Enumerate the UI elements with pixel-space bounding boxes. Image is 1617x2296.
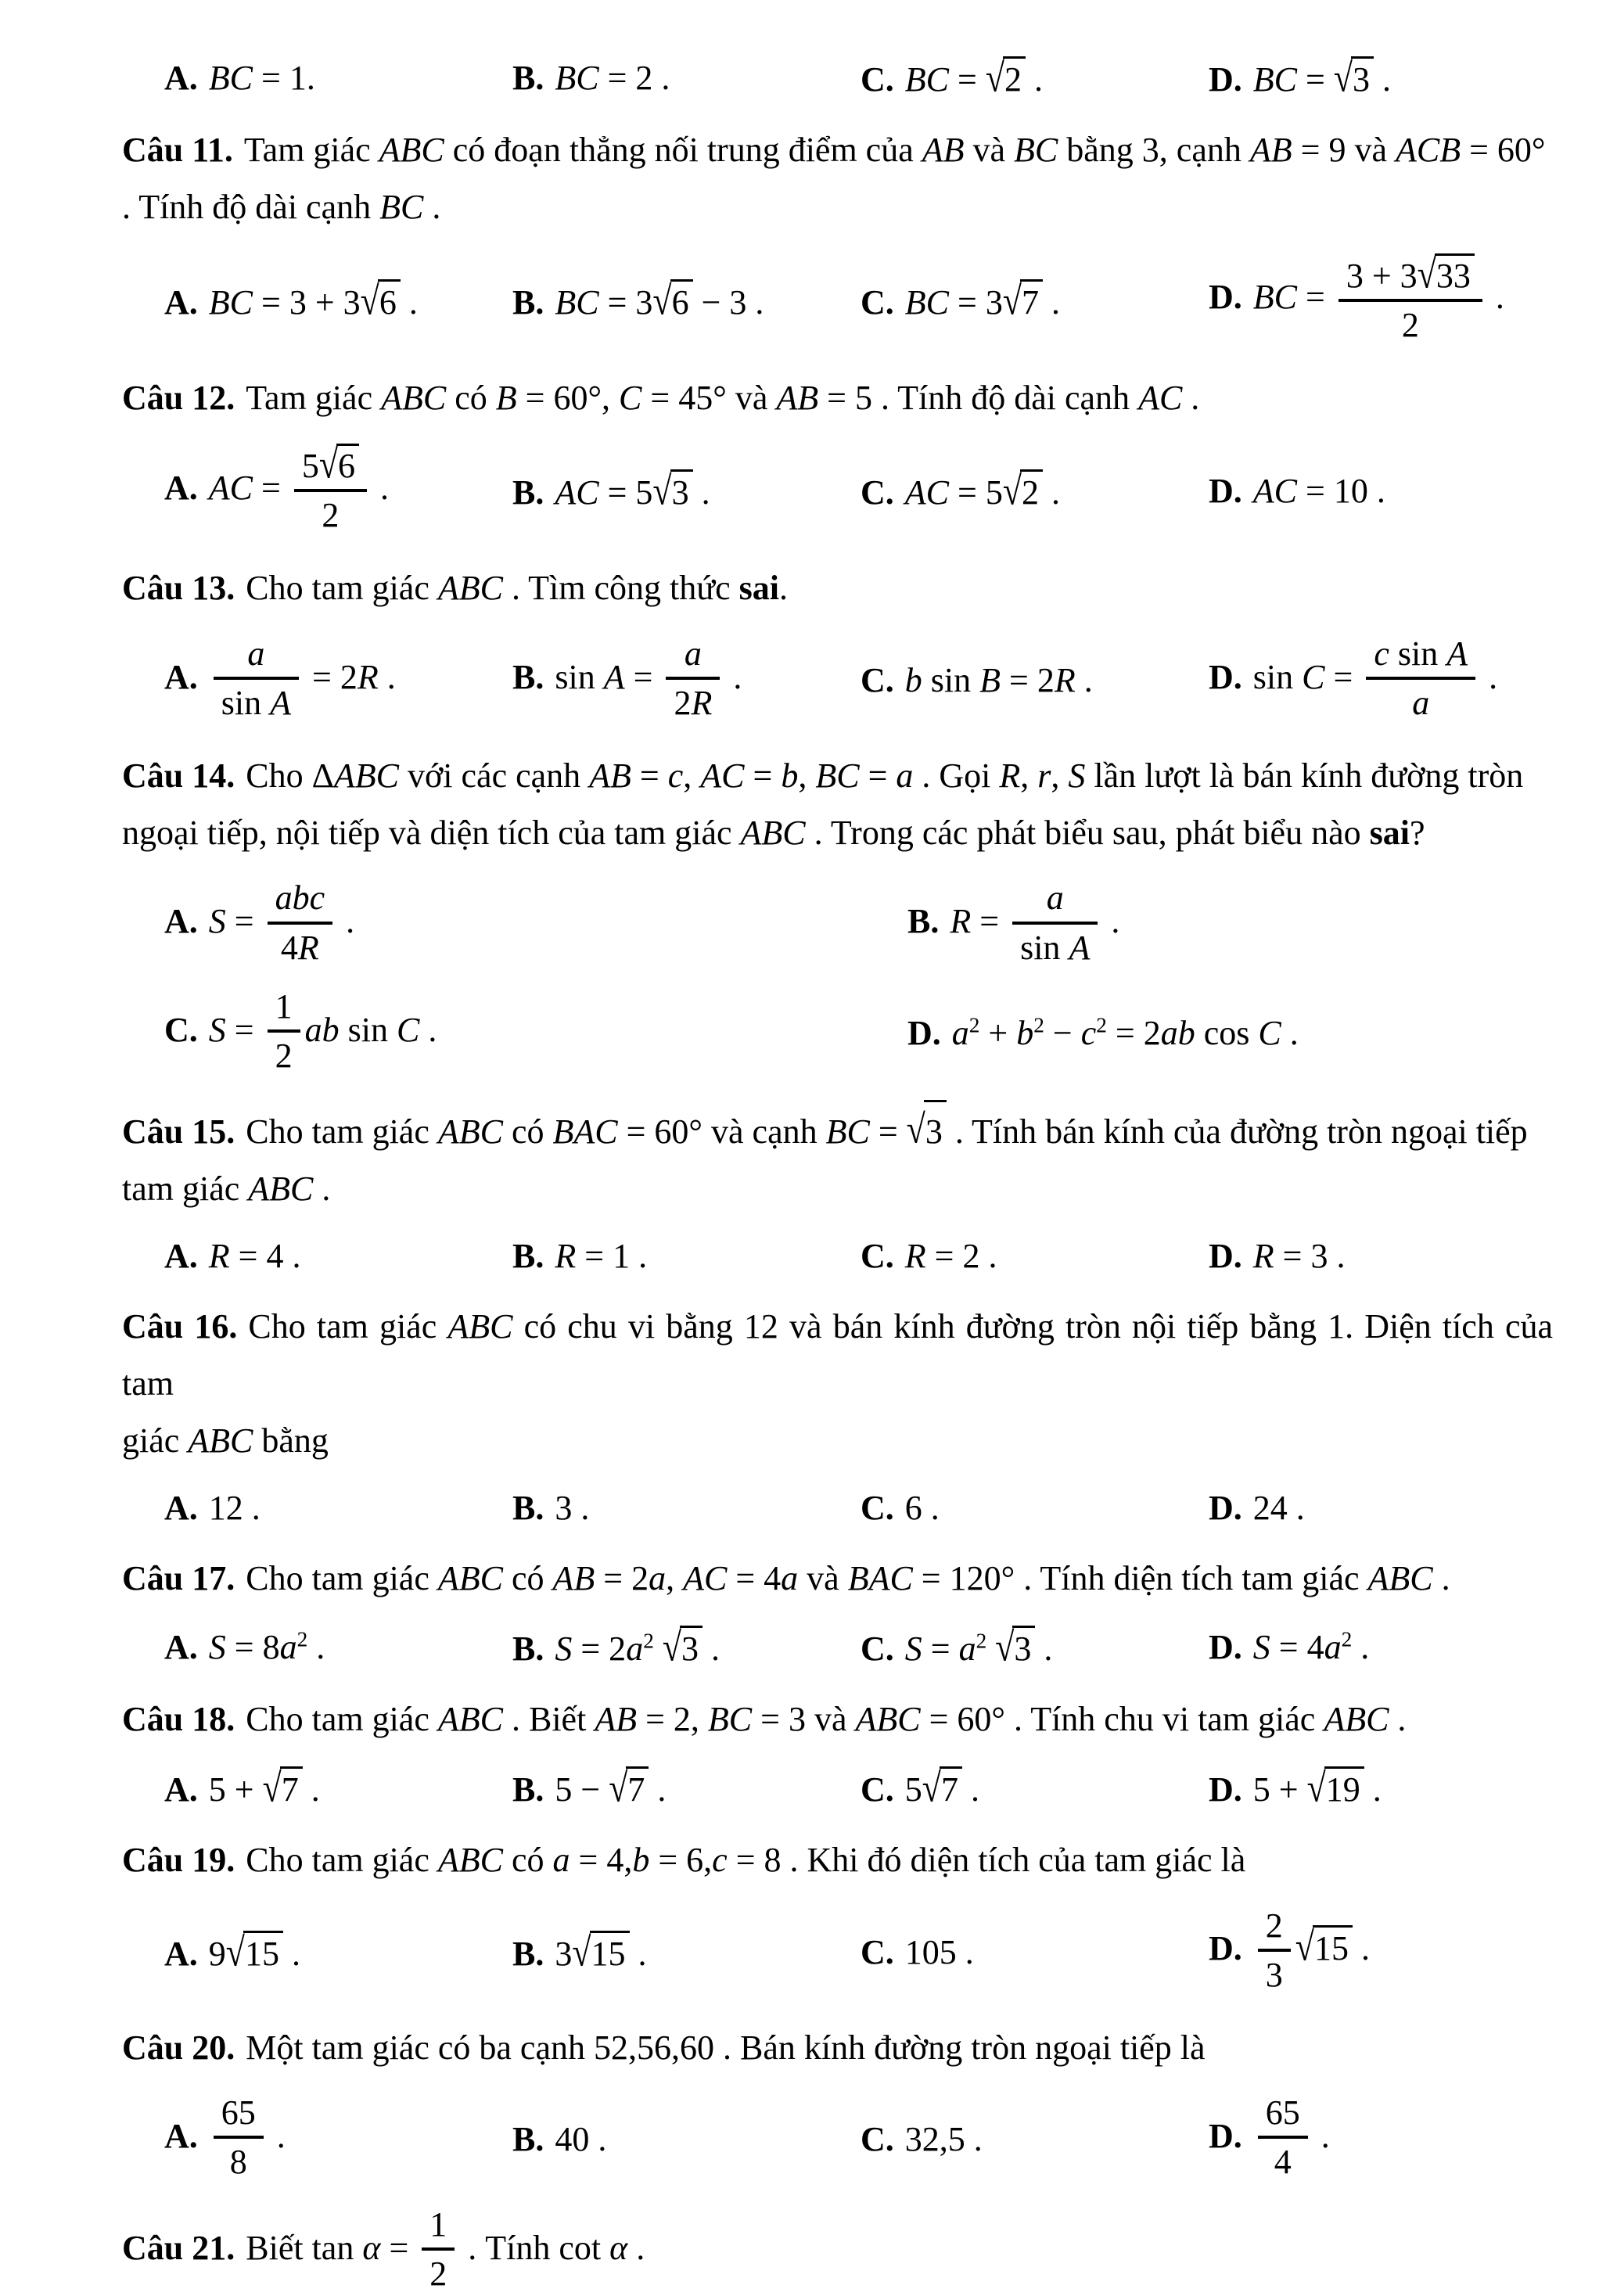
option-value: BC = 1. [208,59,315,97]
question-12 [122,369,1553,426]
option-q16-c [861,1488,1209,1528]
option-value: AC = 5√3 . [555,468,710,514]
question-number: Câu 11. [122,131,233,169]
option-q12-a [164,441,512,538]
option-q15-c [861,1236,1209,1276]
options-q16 [164,1488,1553,1528]
option-q15-b [512,1236,861,1276]
option-q20-d [1209,2095,1336,2185]
option-value: $\frac{2}{3}$ √15 . [1253,1929,1370,1967]
option-value: BC = $\frac{3 + 3√33}{2}$ . [1252,251,1504,344]
question-number: Câu 18. [122,1700,235,1739]
option-label: C. [861,1629,894,1669]
option-value: 32,5 . [904,2120,983,2159]
option-label: A. [164,282,198,322]
option-value: AC = 10 . [1252,472,1385,511]
option-label: D. [1209,1489,1242,1527]
options-q14-row2 [164,988,1553,1078]
question-number: Câu 13. [122,569,235,608]
option-label: C. [861,1932,894,1971]
option-q19-a [164,1931,512,1974]
option-q20-a [164,2095,512,2185]
option-q13-c [861,660,1209,700]
option-label: C. [861,1489,894,1527]
option-value: $S = 2a^2$ √3 . [555,1624,720,1670]
options-q12 [164,441,1553,538]
question-body: Tam giác ABC có B = 60°, C = 45° và AB = 5 . Tính độ dài cạnh AC . [246,378,1200,417]
question-body: Cho tam giác ABC có AB = 2a, AC = 4a và BAC = 120° . Tính diện tích tam giác ABC . [246,1559,1450,1597]
option-q19-b [512,1931,861,1974]
option-value: BC = √2 . [904,55,1043,101]
option-label: A. [164,468,198,507]
option-value: $\frac{a}{\text{sin A}}$ = 2R . [209,658,396,696]
option-label: C. [861,1236,894,1275]
option-q10-c [861,56,1209,99]
question-16 [122,1298,1553,1469]
option-q10-b [512,58,861,98]
option-value: 5 + √7 . [208,1765,320,1811]
option-label: A. [164,1236,198,1275]
option-label: C. [861,60,894,99]
option-q14-a [164,880,907,970]
option-label: B. [907,902,940,941]
option-label: C. [164,1010,198,1049]
option-value: $\frac{65}{8}$ . [209,2117,286,2155]
option-value: b sin B = 2R . [904,660,1093,699]
option-label: B. [512,1236,544,1275]
option-q11-a [164,279,512,322]
option-q19-c [861,1932,1209,1972]
option-value: R = 4 . [208,1236,301,1275]
option-value: S = $\frac{\text{abc}}{4R}$ . [208,879,355,967]
option-label: B. [512,657,544,696]
question-17 [122,1550,1553,1607]
option-q12-d [1209,471,1392,511]
question-body: Cho tam giác ABC có BAC = 60° và cạnh BC = √3 . Tính bán kính của đường tròn ngoại tiếp tam giác ABC . [122,1112,1528,1208]
option-q15-d [1209,1236,1352,1276]
option-value: R = 1 . [555,1236,648,1275]
options-q10 [164,56,1553,99]
question-20 [122,2019,1553,2076]
question-body: Cho tam giác ABC . Biết AB = 2, BC = 3 và ABC = 60° . Tính chu vi tam giác ABC . [246,1700,1407,1739]
option-q12-c [861,469,1209,512]
option-label: D. [1209,2117,1242,2156]
question-14 [122,747,1553,861]
option-label: A. [164,2117,198,2156]
question-number: Câu 12. [122,378,235,417]
question-body: Cho ΔABC với các cạnh AB = c, AC = b, BC = a . Gọi R, r, S lần lượt là bán kính đường tròn ngoại tiếp, nội tiếp và diện tích của tam giác ABC . Trong các phát biểu sau, phát biểu nào sai? [122,756,1524,852]
question-body: Cho tam giác ABC . Tìm công thức sai. [246,569,788,608]
option-value: $\frac{65}{4}$ . [1253,2117,1330,2155]
option-label: D. [1209,657,1242,696]
option-q17-a [164,1627,512,1667]
question-18 [122,1691,1553,1748]
option-value: AC = $\frac{5√6}{2}$ . [208,441,389,535]
option-label: A. [164,59,198,97]
option-label: D. [1209,60,1242,99]
question-21 [122,2206,1553,2296]
option-label: B. [512,1489,544,1527]
option-q10-a [164,58,512,98]
question-number: Câu 19. [122,1841,235,1880]
option-label: A. [164,1770,198,1809]
option-label: C. [861,282,894,322]
option-value: R = 3 . [1252,1236,1346,1275]
option-value: R = $\frac{a}{\text{sin A}}$ . [950,879,1120,967]
option-value: BC = 3√6 − 3 . [555,278,764,324]
question-19 [122,1831,1553,1888]
option-value: 5√7 . [904,1765,979,1811]
option-label: B. [512,473,544,512]
option-q13-d [1209,635,1504,725]
option-label: D. [1209,1770,1242,1809]
option-q17-c [861,1626,1209,1669]
option-q20-b [512,2119,861,2159]
option-value: R = 2 . [904,1236,997,1275]
question-number: Câu 17. [122,1559,235,1597]
question-body: Biết tan α = $\frac{1}{2}$ . Tính cot α . [246,2204,645,2293]
question-body: Cho tam giác ABC có a = 4,b = 6,c = 8 . Khi đó diện tích của tam giác là [246,1841,1246,1880]
option-q14-b [907,880,1126,970]
option-label: A. [164,1628,198,1667]
option-label: B. [512,1770,544,1809]
option-value: 3 . [555,1489,590,1527]
option-label: B. [512,1629,544,1669]
option-label: A. [164,657,198,696]
option-label: D. [1209,1236,1242,1275]
option-value: 105 . [904,1932,974,1971]
option-q11-b [512,279,861,322]
option-value: 24 . [1252,1489,1305,1527]
option-value: $S = a^2$ √3 . [904,1624,1053,1670]
question-number: Câu 21. [122,2228,235,2267]
option-q17-d [1209,1627,1375,1667]
option-value: BC = 3√7 . [904,278,1060,324]
option-q11-d [1209,251,1511,347]
option-q16-a [164,1488,512,1528]
option-value: S = $\frac{1}{2}$ ab sin C . [208,986,437,1076]
option-q10-d [1209,56,1397,99]
option-label: B. [512,2120,544,2159]
question-body: Cho tam giác ABC có chu vi bằng 12 và bán kính đường tròn nội tiếp bằng 1. Diện tích của tam giác ABC bằng [122,1306,1554,1460]
question-15 [122,1100,1553,1217]
option-value: BC = 2 . [555,59,670,97]
question-number: Câu 20. [122,2028,235,2067]
option-label: A. [164,902,198,941]
option-label: D. [1209,278,1242,317]
option-q11-c [861,279,1209,322]
option-label: C. [861,660,894,699]
options-q15 [164,1236,1553,1276]
options-q11 [164,251,1553,347]
option-q16-b [512,1488,861,1528]
option-value: sin C = $\frac{\text{c sin A}}{a}$ . [1252,634,1498,722]
option-value: $S = 4a^2$ . [1252,1627,1370,1667]
option-q14-c [164,988,907,1078]
options-q19 [164,1907,1553,1997]
option-value: BC = 3 + 3√6 . [208,278,418,324]
option-value: BC = √3 . [1252,55,1391,101]
option-value: $a^2 + b^2 - c^2 = 2ab$ cos C . [951,1013,1299,1053]
option-value: $S = 8a^2$ . [208,1627,325,1667]
options-q18 [164,1766,1553,1809]
option-value: sin A = $\frac{a}{2R}$ . [555,634,742,722]
option-q18-d [1209,1766,1388,1809]
options-q17 [164,1626,1553,1669]
options-q14-row1 [164,880,1553,970]
option-label: B. [512,59,544,97]
question-number: Câu 15. [122,1112,235,1151]
option-q19-d [1209,1907,1376,1997]
option-value: 12 . [208,1489,261,1527]
question-body: Tam giác ABC có đoạn thẳng nối trung điểm của AB và BC bằng 3, cạnh AB = 9 và ACB = 60° . Tính độ dài cạnh BC . [122,131,1546,227]
option-q20-c [861,2119,1209,2159]
option-label: A. [164,1934,198,1973]
option-value: 5 + √19 . [1252,1765,1382,1811]
options-q13 [164,635,1553,725]
option-value: 3√15 . [555,1929,647,1975]
question-number: Câu 14. [122,756,235,795]
question-13 [122,559,1553,616]
option-q15-a [164,1236,512,1276]
option-q16-d [1209,1488,1311,1528]
option-value: 6 . [904,1489,940,1527]
option-value: AC = 5√2 . [904,468,1060,514]
option-q17-b [512,1626,861,1669]
option-label: D. [1209,472,1242,511]
option-label: B. [512,1934,544,1973]
option-q18-a [164,1766,512,1809]
option-q18-b [512,1766,861,1809]
option-label: D. [907,1014,941,1053]
question-number: Câu 16. [122,1306,238,1346]
option-value: 9√15 . [208,1929,300,1975]
option-label: C. [861,2120,894,2159]
question-body: Một tam giác có ba cạnh 52,56,60 . Bán kính đường tròn ngoại tiếp là [246,2028,1206,2067]
option-q13-a [164,635,512,725]
options-q20 [164,2095,1553,2185]
option-value: 5 − √7 . [555,1765,667,1811]
option-value: 40 . [555,2120,607,2159]
option-q13-b [512,635,861,725]
option-label: C. [861,473,894,512]
option-label: B. [512,282,544,322]
option-label: D. [1209,1929,1242,1968]
option-q14-d [907,1013,1305,1053]
option-q18-c [861,1766,1209,1809]
option-label: C. [861,1770,894,1809]
option-label: D. [1209,1628,1242,1667]
option-label: A. [164,1489,198,1527]
option-q12-b [512,469,861,512]
question-11 [122,121,1553,235]
